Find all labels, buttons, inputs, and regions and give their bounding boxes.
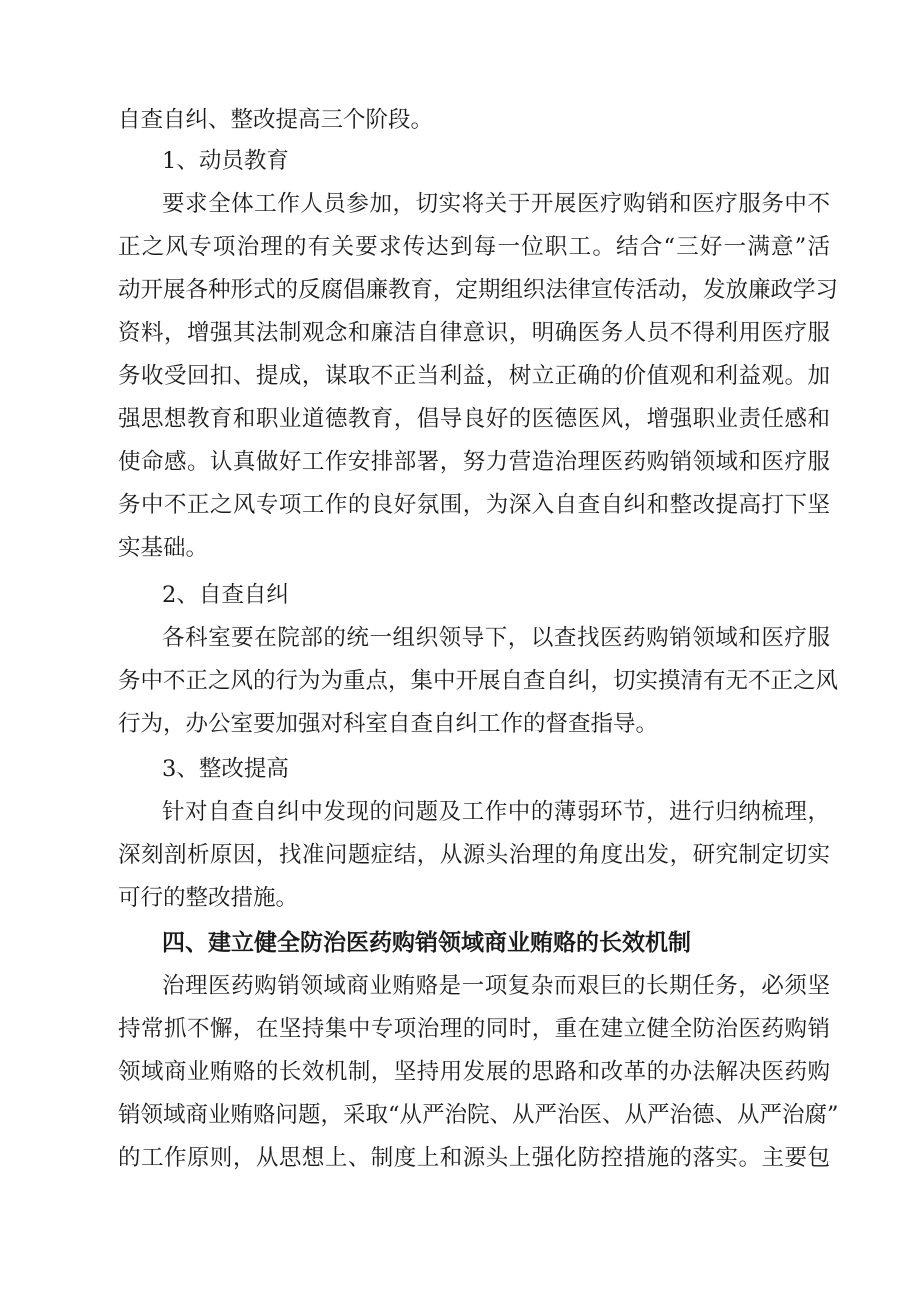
subheading-self-inspection: 2、自查自纠 [162,582,289,608]
subheading-rectification: 3、整改提高 [162,756,289,782]
paragraph-line: 持常抓不懈，在坚持集中专项治理的同时，重在建立健全防治医药购销 [118,1016,830,1042]
paragraph-line: 针对自查自纠中发现的问题及工作中的薄弱环节，进行归纳梳理， [162,799,830,825]
paragraph-line: 深刻剖析原因，找准问题症结，从源头治理的角度出发，研究制定切实 [118,842,830,868]
section-heading: 四、建立健全防治医药购销领域商业贿赂的长效机制 [162,930,691,956]
paragraph-line: 务中不正之风的行为为重点，集中开展自查自纠，切实摸清有无不正之风 [118,668,839,694]
paragraph-line: 资料，增强其法制观念和廉洁自律意识，明确医务人员不得利用医疗服 [118,320,830,346]
paragraph-line: 务收受回扣、提成，谋取不正当利益，树立正确的价值观和利益观。加 [118,363,830,389]
paragraph-line: 动开展各种形式的反腐倡廉教育，定期组织法律宣传活动，发放廉政学习 [118,277,839,303]
paragraph-line: 治理医药购销领域商业贿赂是一项复杂而艰巨的长期任务，必须坚 [162,973,830,999]
paragraph-line: 行为，办公室要加强对科室自查自纠工作的督查指导。 [118,711,659,737]
paragraph-line: 要求全体工作人员参加，切实将关于开展医疗购销和医疗服务中不 [162,191,830,217]
paragraph-line: 务中不正之风专项工作的良好氛围，为深入自查自纠和整改提高打下坚 [118,492,830,518]
paragraph-line: 可行的整改措施。 [118,885,299,911]
paragraph-line: 正之风专项治理的有关要求传达到每一位职工。结合“三好一满意”活 [118,234,830,260]
paragraph-line: 自查自纠、整改提高三个阶段。 [118,107,434,133]
paragraph-line: 各科室要在院部的统一组织领导下，以查找医药购销领域和医疗服 [162,625,830,651]
paragraph-line: 的工作原则，从思想上、制度上和源头上强化防控措施的落实。主要包 [118,1145,830,1171]
paragraph-line: 销领域商业贿赂问题，采取“从严治院、从严治医、从严治德、从严治腐” [118,1102,839,1128]
paragraph-line: 领域商业贿赂的长效机制，坚持用发展的思路和改革的办法解决医药购 [118,1059,830,1085]
paragraph-line: 强思想教育和职业道德教育，倡导良好的医德医风，增强职业责任感和 [118,406,830,432]
subheading-mobilization: 1、动员教育 [162,148,289,174]
paragraph-line: 实基础。 [118,535,209,561]
paragraph-line: 使命感。认真做好工作安排部署，努力营造治理医药购销领域和医疗服 [118,449,830,475]
